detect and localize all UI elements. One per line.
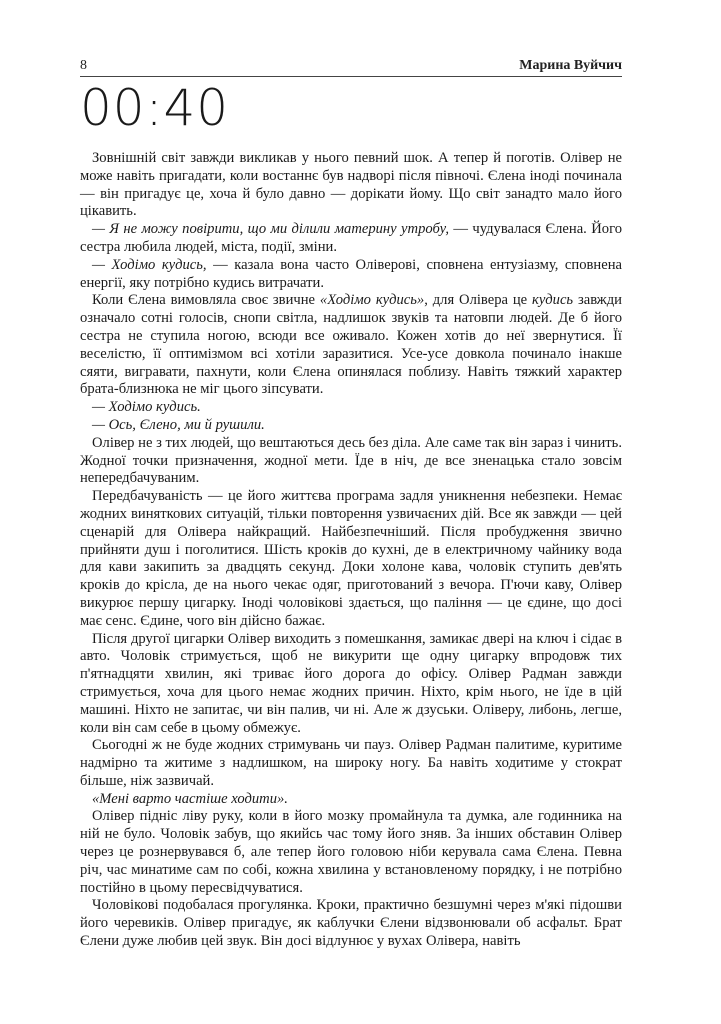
paragraph [80, 257, 622, 293]
text-run: завжди означало сотні голосів, снопи світла, надлишок звуків та натовпи людей. Де б його сестра не ступила ногою, всюди все оживало. Кожен хотів до неї звернутися. Її веселістю, її оптимізмом всі хотіли заразитися. Усе-усе довкола починало інакше сяяти, вигравати, пахнути, коли Єлена опинялася поблизу. Навіть тяжкий характер брата-близнюка не міг цього зіпсувати. [80, 292, 622, 398]
paragraph [80, 737, 622, 790]
paragraph [80, 488, 622, 630]
text-run: Олівер підніс ліву руку, коли в його мозку промайнула та думка, але годинника на ній не було. Чоловік забув, що якийсь час тому його зняв. За інших обставин Олівер через це рознервувався б, але тепер його головою ніби керувала сама Єлена. Певна річ, час минатиме сам по собі, кожна хвилина у встановленому порядку, і не потрібно постійно в цьому пересвідчуватися. [80, 808, 622, 896]
paragraph [80, 399, 622, 417]
text-run: — чудувалася Єлена. Його сестра любила людей, міста, події, зміни. [80, 221, 622, 255]
text-run: Після другої цигарки Олівер виходить з помешкання, замикає двері на ключ і сідає в авто. Чоловік стримується, щоб не викурити ще одну цигарку впродовж тих п'ятнадцяти хвилин, які триває його дорога до офісу. Олівер Радман завжди стримується, хоча для цього немає жодних причин. Ніхто, крім нього, не їде в цій машині. Ніхто не запитає, чи він палив, чи ні. Але ж дзуськи. Оліверу, либонь, легше, коли він сам себе в цьому обмежує. [80, 630, 622, 736]
italic-text: — Ось, Єлено, ми й рушили. [92, 416, 265, 433]
text-run: , для Олівера це [424, 292, 533, 309]
page-number: 8 [80, 58, 87, 73]
text-run: Передбачуваність — це його життєва програма задля уникнення небезпеки. Немає жодних виняткових ситуацій, тільки повторення узвичаєних дій. Все як завжди — цей сценарій для Олівера найкращий. Найбезпечніший. Після пробудження звично прийняти душ і поголитися. Шість кроків до кухні, де в електричному чайнику вода для кави закипить за двадцять секунд. Доки холоне кава, чоловік ступить дев'ять кроків до крісла, де на нього чекає одяг, приготований з вечора. П'ючи каву, Олівер викурює першу цигарку. Іноді чоловікові здається, що паління — це єдине, що досі має сенс. Єдине, чого він дійсно бажає. [80, 488, 622, 629]
italic-text: кудись [532, 292, 574, 309]
chapter-title: 00:40 [80, 79, 230, 137]
paragraph [80, 808, 622, 897]
italic-text: «Мені варто частіше ходити». [92, 790, 288, 807]
text-run: Зовнішній світ завжди викликав у нього певний шок. А тепер й поготів. Олівер не може навіть пригадати, коли востаннє був надворі після півночі. Єлена іноді починала — він пригадує це, хоча й було давно — дорікати йому. Що світ занадто мало його цікавить. [80, 150, 622, 220]
text-run: — казала вона часто Оліверові, сповнена ентузіазму, сповнена енергії, яку потрібно кудись витрачати. [80, 256, 622, 291]
paragraph [80, 221, 622, 257]
paragraph [80, 435, 622, 488]
body-text [80, 150, 622, 951]
italic-text: — Ходімо кудись. [92, 399, 201, 416]
running-header [80, 58, 622, 77]
italic-text: — Я не можу повірити, що ми ділили материну утробу, [92, 221, 450, 238]
paragraph [80, 791, 622, 809]
paragraph [80, 150, 622, 221]
paragraph [80, 292, 622, 399]
paragraph [80, 417, 622, 435]
text-run: Сьогодні ж не буде жодних стримувань чи пауз. Олівер Радман палитиме, куритиме надмірно та житиме з надлишком, на широку ногу. Ба навіть ходитиме у стократ більше, ніж зазвичай. [80, 737, 622, 789]
paragraph [80, 897, 622, 950]
italic-text: «Ходімо кудись» [319, 292, 425, 309]
text-run: Чоловікові подобалася прогулянка. Кроки, практично безшумні через м'які підошви його черевиків. Олівер пригадує, як каблучки Єлени відзвонювали об асфальт. Брат Єлени дуже любив цей звук. Він досі відлунює у вухах Олівера, навіть [80, 897, 622, 950]
author-name: Марина Вуйчич [519, 58, 622, 73]
italic-text: — Ходімо кудись, [92, 256, 207, 273]
text-run: Олівер не з тих людей, що вештаються десь без діла. Але саме так він зараз і чинить. Жодної точки призначення, жодної мети. Їде в ніч, де все зненацька стало зовсім непередбачуваним. [80, 434, 622, 487]
paragraph [80, 631, 622, 738]
text-run: Коли Єлена вимовляла своє звичне [92, 292, 320, 309]
